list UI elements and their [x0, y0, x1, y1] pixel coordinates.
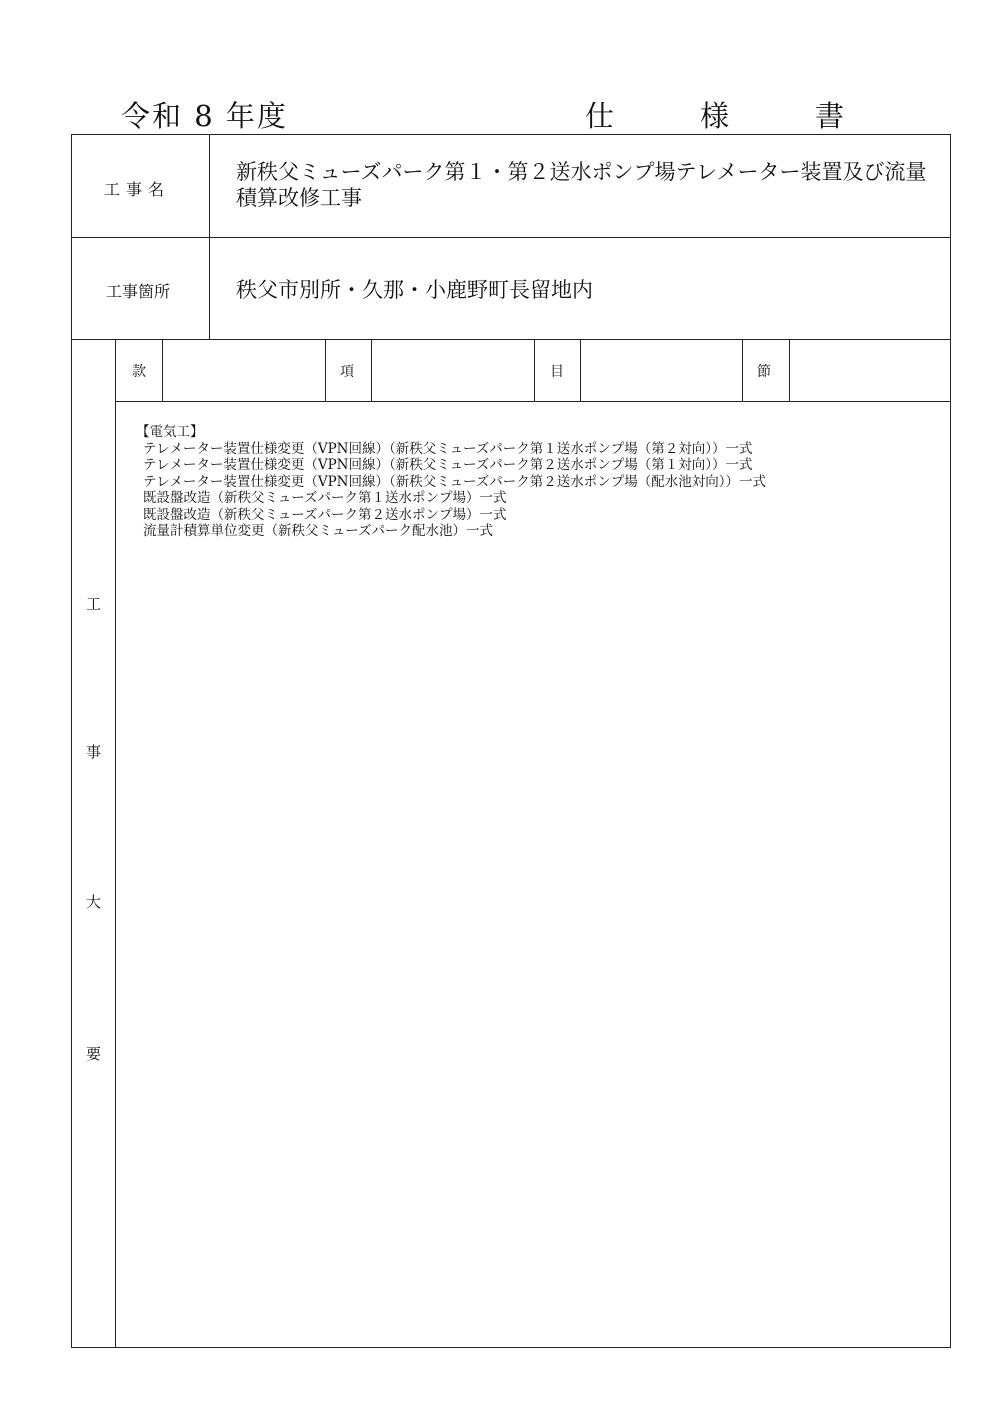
table-top-border: [71, 134, 951, 135]
moku-label: 目: [550, 364, 564, 380]
work-place-label: 工事箇所: [106, 282, 171, 301]
summary-line: テレメーター装置仕様変更（VPN回線）（新秩父ミューズパーク第２送水ポンプ場（第１対向））一式: [143, 457, 753, 473]
summary-body: [136, 424, 921, 540]
summary-line: 既設盤改造（新秩父ミューズパーク第１送水ポンプ場）一式: [143, 490, 507, 506]
kou-label-divider: [325, 339, 326, 401]
summary-side-divider: [115, 339, 116, 1347]
summary-line: テレメーター装置仕様変更（VPN回線）（新秩父ミューズパーク第２送水ポンプ場（配水池対向））一式: [143, 473, 767, 490]
document-title: 仕様書: [585, 99, 931, 133]
kan-label: 款: [132, 364, 146, 380]
summary-line: 流量計積算単位変更（新秩父ミューズパーク配水池）一式: [143, 523, 494, 539]
summary-line: テレメーター装置仕様変更（VPN回線）（新秩父ミューズパーク第１送水ポンプ場（第２対向））一式: [143, 440, 753, 457]
kou-divider: [371, 339, 372, 401]
table-left-border: [71, 134, 72, 1347]
summary-side-label-char: 事: [86, 743, 102, 761]
work-name-value: 新秩父ミューズパーク第１・第２送水ポンプ場テレメーター装置及び流量積算改修工事: [236, 160, 927, 210]
setsu-label-divider: [742, 339, 743, 401]
label-column-divider: [209, 134, 210, 339]
row-divider-2: [71, 339, 951, 340]
summary-side-label-char: 大: [86, 893, 102, 911]
moku-divider: [580, 339, 581, 401]
table-right-border: [950, 134, 951, 1347]
row-divider-1: [71, 237, 951, 238]
kan-divider: [162, 339, 163, 401]
table-bottom-border: [71, 1347, 951, 1348]
classification-divider: [115, 401, 951, 402]
summary-line: 既設盤改造（新秩父ミューズパーク第２送水ポンプ場）一式: [143, 506, 507, 523]
summary-side-label-char: 要: [86, 1045, 102, 1063]
summary-side-label-char: 工: [86, 595, 102, 613]
moku-label-divider: [534, 339, 535, 401]
setsu-label: 節: [757, 364, 771, 380]
fiscal-year: 令和 8 年度: [121, 99, 288, 133]
setsu-divider: [789, 339, 790, 401]
summary-heading: 【電気工】: [136, 424, 204, 440]
work-place-value: 秩父市別所・久那・小鹿野町長留地内: [236, 278, 593, 302]
kou-label: 項: [340, 364, 354, 380]
work-name-label: 工事名: [104, 180, 171, 199]
